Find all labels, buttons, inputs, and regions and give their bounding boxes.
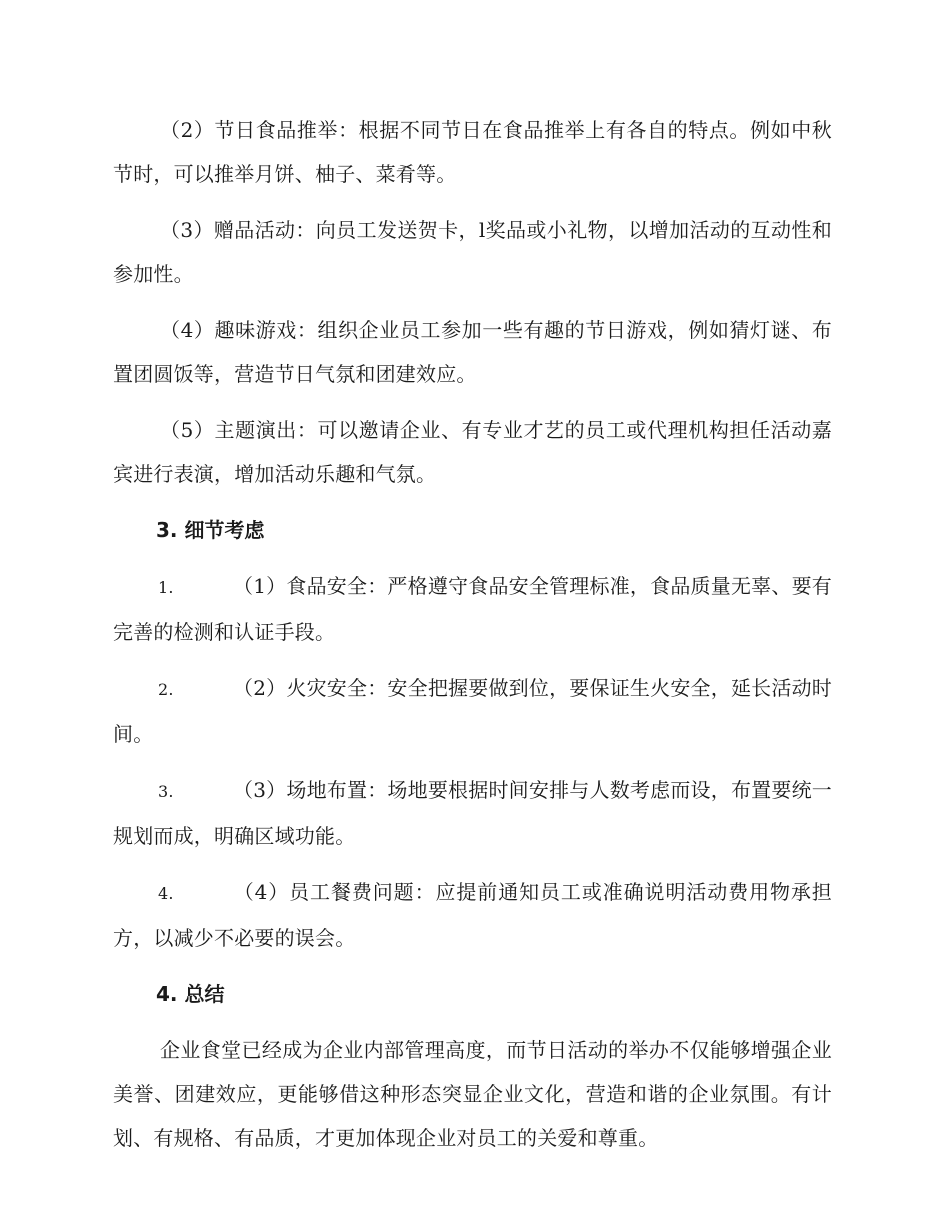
- list-item-number: 3.: [158, 782, 174, 801]
- section-heading-summary: 4. 总结: [156, 982, 225, 1006]
- list-item-venue-layout: [113, 768, 832, 858]
- section-heading-details: 3. 细节考虑: [156, 518, 265, 542]
- paragraph-theme-performance: （5）主题演出：可以邀请企业、有专业才艺的员工或代理机构担任活动嘉宾进行表演，增加活动乐趣和气氛。: [113, 418, 832, 486]
- paragraph-summary: 企业食堂已经成为企业内部管理高度，而节日活动的举办不仅能够增强企业美誉、团建效应，更能够借这种形态突显企业文化，营造和谐的企业氛围。有计划、有规格、有品质，才更加体现企业对员工的关爱和尊重。: [113, 1038, 832, 1150]
- paragraph-fun-games: （4）趣味游戏：组织企业员工参加一些有趣的节日游戏，例如猜灯谜、布置团圆饭等，营造节日气氛和团建效应。: [113, 318, 832, 386]
- list-item-text: （2）火灾安全：安全把握要做到位，要保证生火安全，延长活动时间。: [113, 676, 832, 746]
- list-item-meal-cost: [113, 870, 832, 960]
- list-item-text: （4）员工餐费问题：应提前通知员工或准确说明活动费用物承担方，以减少不必要的误会。: [113, 880, 832, 950]
- list-item-number: 2.: [158, 680, 174, 699]
- list-item-text: （1）食品安全：严格遵守食品安全管理标准，食品质量无辜、要有完善的检测和认证手段。: [113, 574, 832, 644]
- list-item-fire-safety: [113, 666, 832, 756]
- paragraph-gift-activity: （3）赠品活动：向员工发送贺卡，l奖品或小礼物，以增加活动的互动性和参加性。: [113, 218, 832, 286]
- list-item-number: 4.: [158, 884, 174, 903]
- paragraph-food-recommendation: （2）节日食品推举：根据不同节日在食品推举上有各自的特点。例如中秋节时，可以推举月饼、柚子、菜肴等。: [113, 118, 832, 186]
- list-item-number: 1.: [158, 578, 174, 597]
- list-item-food-safety: [113, 564, 832, 654]
- list-item-text: （3）场地布置：场地要根据时间安排与人数考虑而设，布置要统一规划而成，明确区域功能。: [113, 778, 832, 848]
